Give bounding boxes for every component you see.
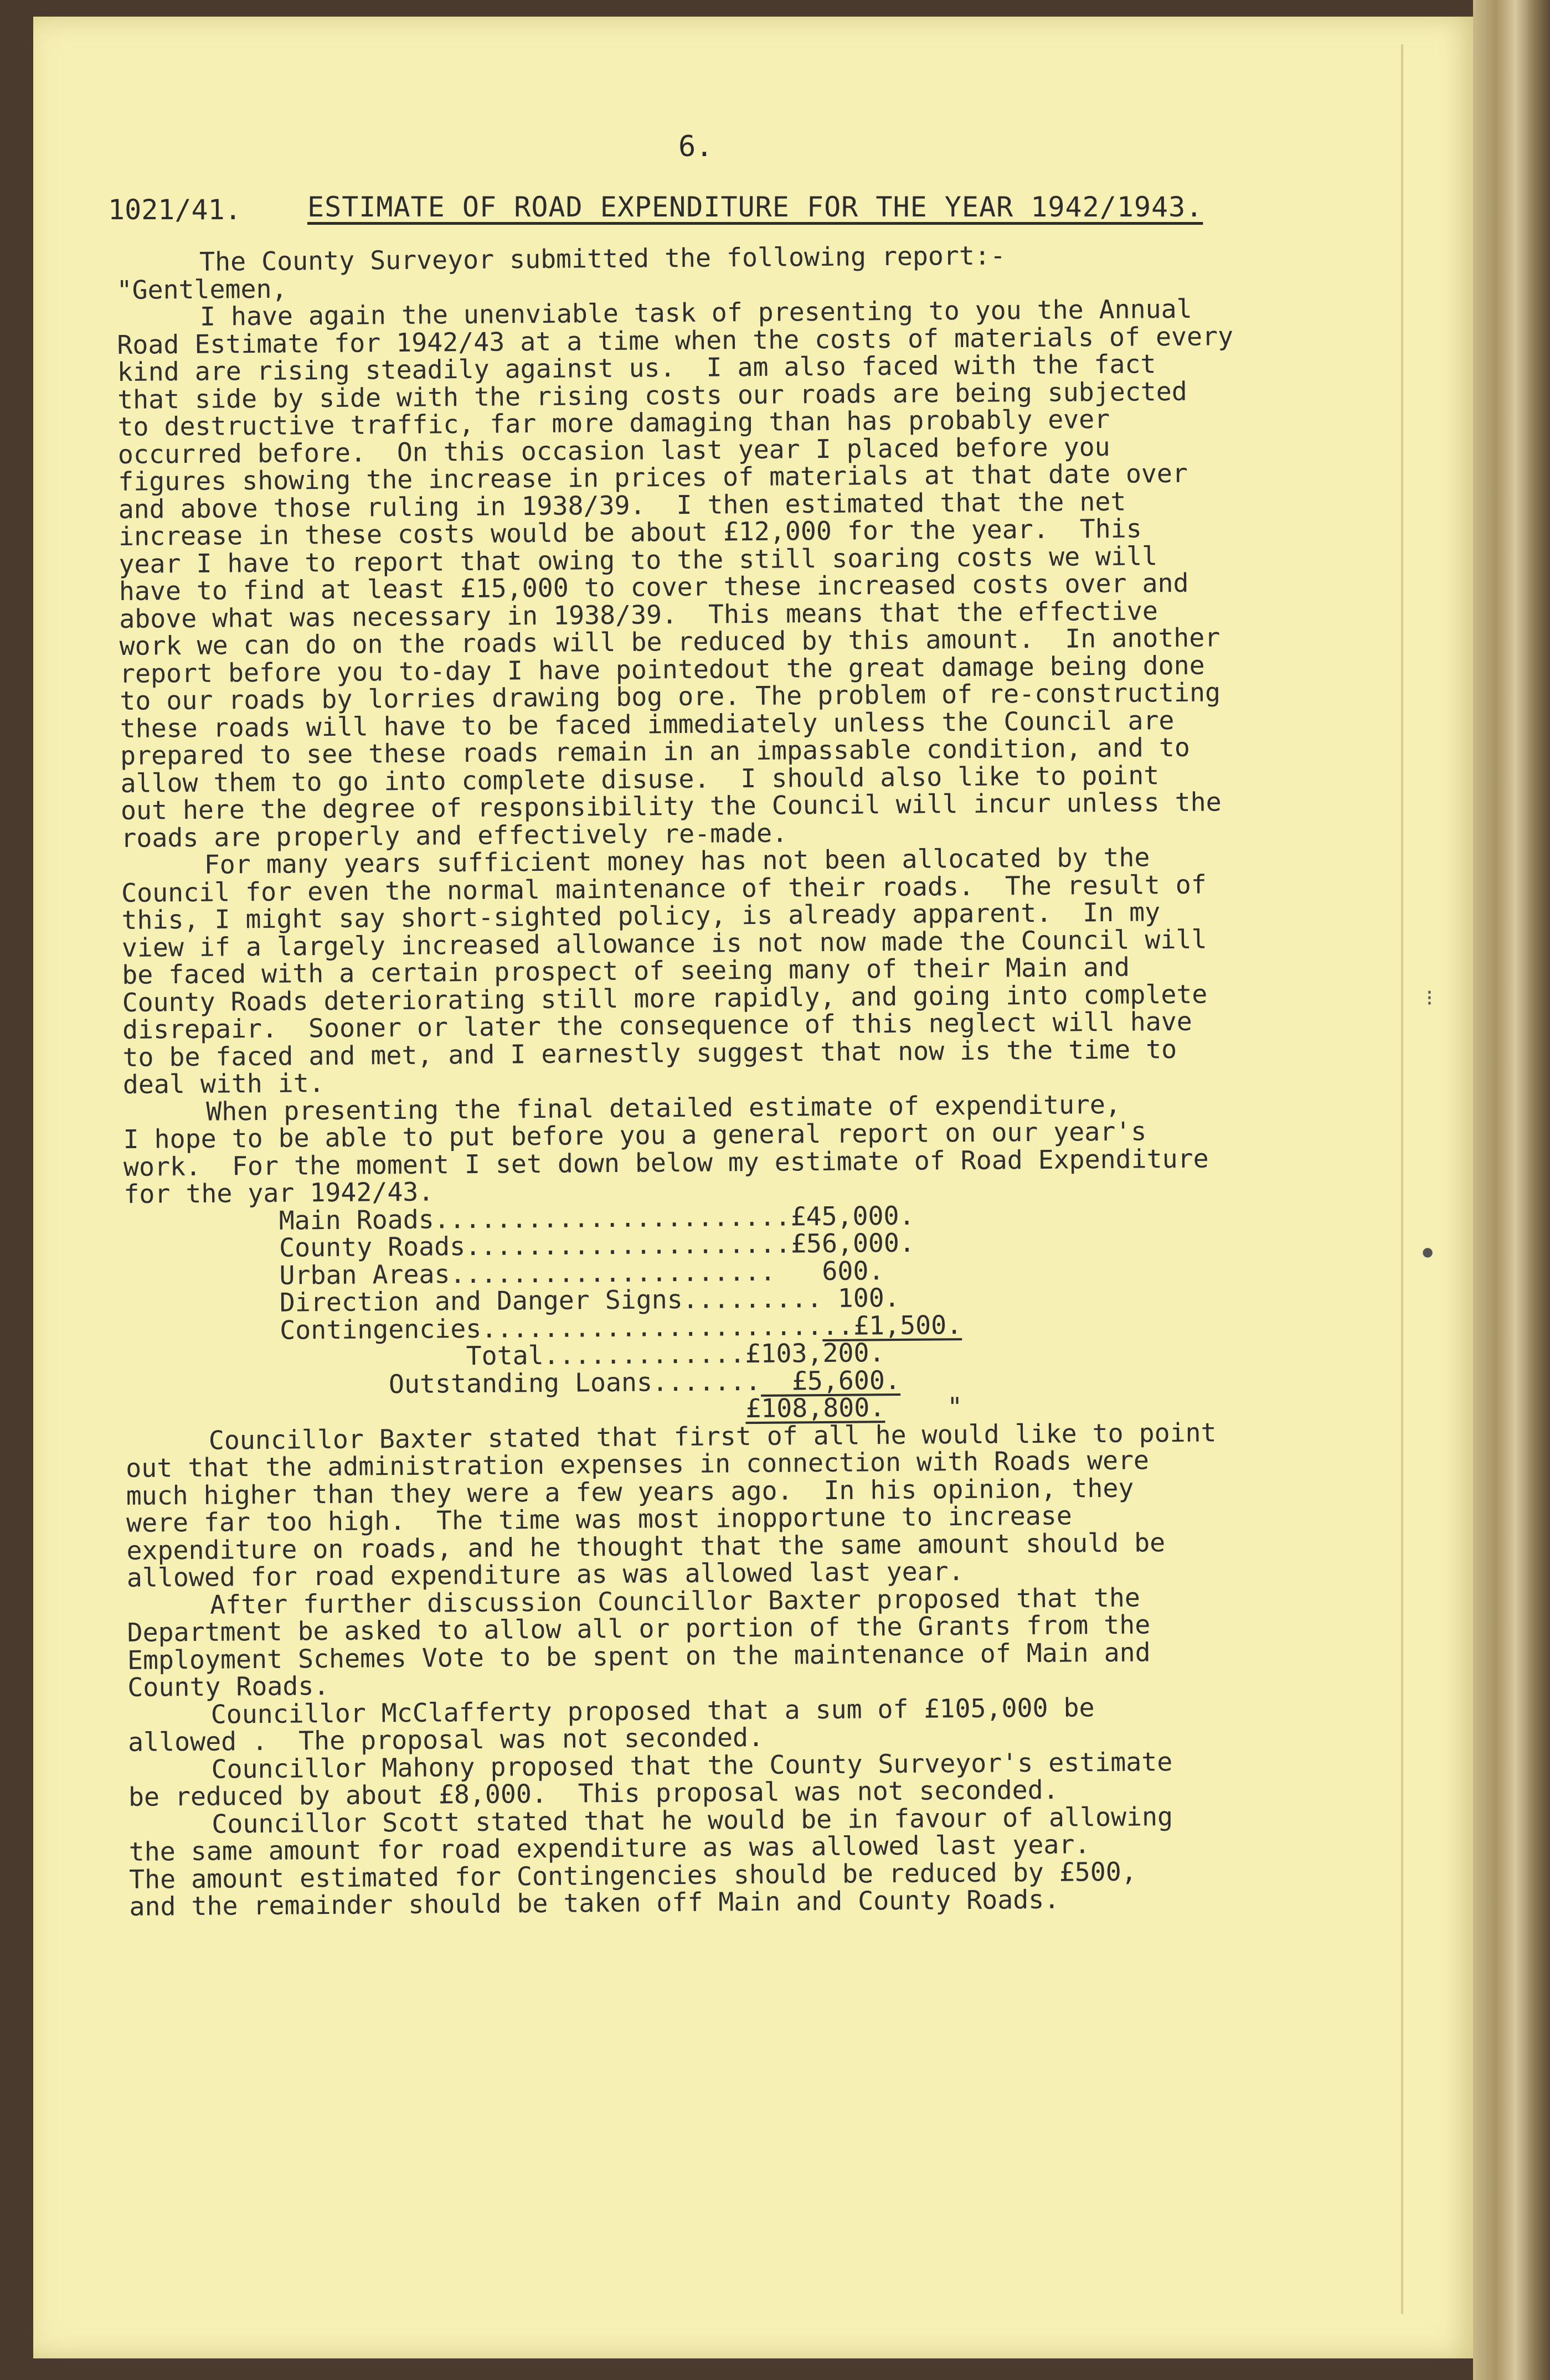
margin-mark: ⁝	[1426, 985, 1433, 1011]
text-line: When presenting the final detailed estimate of expenditure,	[206, 1089, 1121, 1127]
text-line: to destructive traffic, far more damaging than has probably ever	[117, 404, 1110, 442]
text-line: report before you to-day I have pointedout the great damage being done	[119, 650, 1205, 689]
text-line: After further discussion Councillor Baxter proposed that the	[210, 1582, 1141, 1620]
text-line: The County Surveyor submitted the following report:-	[199, 240, 1006, 277]
page-number: 6.	[678, 130, 713, 163]
text-line: allowed . The proposal was not seconded.	[127, 1722, 764, 1757]
text-line: year I have to report that owing to the still soaring costs we will	[119, 540, 1158, 579]
text-line: occurred before. On this occasion last year I placed before you	[117, 431, 1110, 469]
text-line: figures showing the increase in prices of materials at that date over	[118, 458, 1188, 497]
text-line: Department be asked to allow all or portion of the Grants from the	[127, 1609, 1151, 1648]
text-line: allow them to go into complete disuse. I should also like to point	[120, 760, 1160, 798]
text-line: out that the administration expenses in connection with Roads were	[126, 1445, 1150, 1483]
text-line: work. For the moment I set down below my estimate of Road Expenditure	[123, 1143, 1209, 1182]
text-line: were far too high. The time was most inopportune to increase	[126, 1500, 1072, 1538]
text-line: above what was necessary in 1938/39. This means that the effective	[119, 595, 1158, 634]
text-line: Employment Schemes Vote to be spent on the maintenance of Main and	[127, 1636, 1151, 1675]
estimate-label: County Roads.....................	[123, 1228, 791, 1264]
text-line: Council for even the normal maintenance of their roads. The result of	[121, 869, 1207, 908]
text-line: much higher than they were a few years ago. In his opinion, they	[126, 1473, 1134, 1511]
text-line: that side by side with the rising costs our roads are being subjected	[117, 376, 1187, 415]
text-line: and above those ruling in 1938/39. I then estimated that the net	[118, 486, 1126, 524]
estimate-label: Contingencies......................	[125, 1310, 823, 1346]
text-line: these roads will have to be faced immediately unless the Council are	[120, 705, 1175, 744]
text-line: roads are properly and effectively re-made.	[121, 818, 788, 853]
estimate-grand-total: £108,800.	[745, 1392, 885, 1424]
text-line: have to find at least £15,000 to cover these increased costs over and	[119, 567, 1189, 606]
text-line: Councillor Baxter stated that first of all he would like to point	[208, 1417, 1217, 1455]
text-line: disrepair. Sooner or later the consequence of this neglect will have	[122, 1006, 1192, 1045]
text-line: allowed for road expenditure as was allowed last year.	[126, 1556, 964, 1593]
text-line: County Roads deteriorating still more rapidly, and going into complete	[122, 979, 1208, 1018]
minute-reference: 1021/41.	[108, 194, 241, 226]
text-line: out here the degree of responsibility the Council will incur unless the	[120, 787, 1222, 825]
text-line: "Gentlemen,	[116, 273, 287, 305]
surveyor-report	[116, 240, 1342, 1209]
margin-mark: •	[1418, 1235, 1438, 1273]
text-line: work we can do on the roads will be reduced by this amount. In another	[119, 622, 1221, 661]
text-line: the same amount for road expenditure as was allowed last year.	[128, 1829, 1090, 1867]
text-line: Councillor McClafferty proposed that a sum of £105,000 be	[210, 1692, 1095, 1729]
text-line: prepared to see these roads remain in an impassable condition, and to	[120, 732, 1191, 771]
estimate-amount: £56,000.	[790, 1227, 915, 1259]
estimate-table	[124, 1199, 1344, 1427]
text-line: expenditure on roads, and he thought that the same amount should be	[126, 1527, 1166, 1566]
estimate-label: Urban Areas.....................	[124, 1256, 776, 1292]
page-title: ESTIMATE OF ROAD EXPENDITURE FOR THE YEAR 1942/1943.	[307, 191, 1203, 223]
estimate-label: Total.............	[125, 1339, 745, 1374]
council-discussion	[126, 1418, 1348, 1920]
text-line: for the yar 1942/43.	[123, 1176, 434, 1209]
text-line: be reduced by about £8,000. This proposal was not seconded.	[128, 1774, 1059, 1812]
text-line: County Roads.	[127, 1671, 329, 1702]
text-line: I have again the unenviable task of presenting to you the Annual	[199, 293, 1192, 332]
margin-fold-line	[1401, 44, 1403, 2314]
text-line: to be faced and met, and I earnestly suggest that now is the time to	[122, 1034, 1177, 1072]
text-line: Councillor Scott stated that he would be in favour of allowing	[212, 1801, 1173, 1839]
book-spine	[1473, 0, 1550, 2380]
text-line: deal with it.	[122, 1068, 325, 1099]
document-body	[116, 240, 1348, 1921]
estimate-label: Outstanding Loans.......	[125, 1366, 761, 1401]
estimate-amount: £103,200.	[745, 1338, 885, 1369]
estimate-amount: 100.	[822, 1282, 900, 1314]
estimate-amount: £5,600.	[760, 1365, 901, 1396]
text-line: Road Estimate for 1942/43 at a time when the costs of materials of every	[117, 321, 1234, 360]
estimate-label: Direction and Danger Signs.........	[124, 1283, 822, 1319]
closing-quote: "	[885, 1392, 963, 1423]
text-line: this, I might say short-sighted policy, is already apparent. In my	[121, 897, 1161, 935]
estimate-amount: £45,000.	[790, 1200, 915, 1231]
estimate-amount: ..£1,500.	[822, 1309, 962, 1341]
estimate-amount: 600.	[775, 1255, 884, 1287]
text-line: increase in these costs would be about £12,000 for the year. This	[118, 513, 1142, 551]
text-line: I hope to be able to put before you a general report on our year's	[123, 1116, 1147, 1154]
text-line: For many years sufficient money has not been allocated by the	[204, 842, 1150, 880]
text-line: be faced with a certain prospect of seeing many of their Main and	[122, 952, 1130, 990]
text-line: The amount estimated for Contingencies should be reduced by £500,	[128, 1856, 1137, 1894]
text-line: and the remainder should be taken off Main and County Roads.	[129, 1884, 1060, 1922]
text-line: view if a largely increased allowance is not now made the Council will	[121, 924, 1207, 963]
text-line: Councillor Mahony proposed that the County Surveyor's estimate	[211, 1746, 1173, 1784]
estimate-label: Main Roads.......................	[123, 1201, 791, 1237]
text-line: to our roads by lorries drawing bog ore. The problem of re-constructing	[120, 677, 1221, 716]
text-line: kind are rising steadily against us. I am also faced with the fact	[117, 349, 1156, 387]
